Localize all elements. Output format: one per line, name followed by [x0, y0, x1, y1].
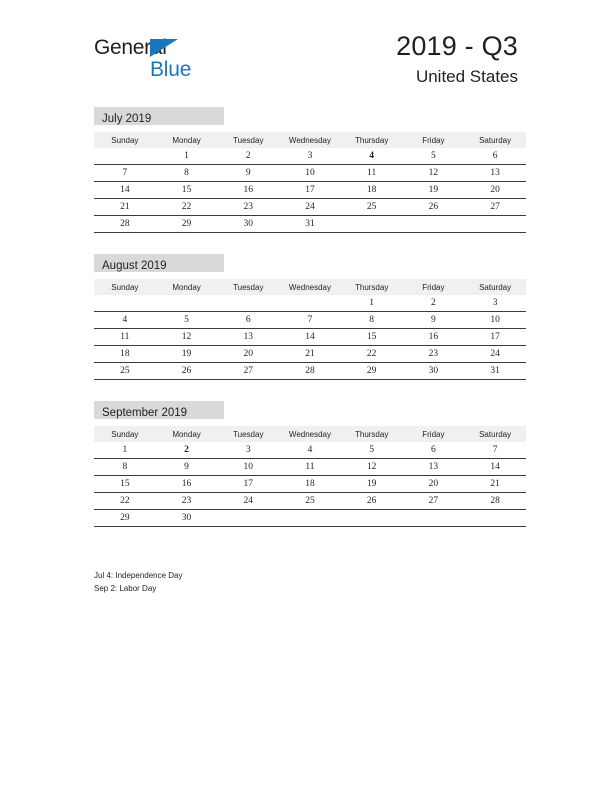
title-block	[396, 30, 518, 88]
day-cell[interactable]: 23	[156, 493, 218, 510]
weekday-header-tuesday: Tuesday	[217, 279, 279, 295]
day-cell[interactable]: 5	[341, 442, 403, 459]
month-block	[94, 401, 526, 527]
day-cell[interactable]: 14	[94, 182, 156, 199]
day-cell-empty	[403, 510, 465, 527]
day-cell-holiday[interactable]: 2	[156, 442, 218, 459]
day-cell[interactable]: 28	[94, 216, 156, 233]
week-row	[94, 476, 526, 493]
month-name: August 2019	[102, 260, 167, 272]
day-cell[interactable]: 4	[94, 312, 156, 329]
weekday-header-row	[94, 132, 526, 148]
day-cell[interactable]: 9	[156, 459, 218, 476]
day-cell[interactable]: 22	[94, 493, 156, 510]
day-cell[interactable]: 29	[156, 216, 218, 233]
month-name-band	[94, 401, 224, 419]
day-cell[interactable]: 3	[464, 295, 526, 312]
day-cell[interactable]: 1	[94, 442, 156, 459]
day-cell[interactable]: 15	[156, 182, 218, 199]
day-cell[interactable]: 24	[464, 346, 526, 363]
day-cell[interactable]: 18	[279, 476, 341, 493]
week-row	[94, 312, 526, 329]
weekday-header-sunday: Sunday	[94, 279, 156, 295]
weekday-header-sunday: Sunday	[94, 132, 156, 148]
week-row	[94, 199, 526, 216]
day-cell[interactable]: 21	[94, 199, 156, 216]
day-cell[interactable]: 28	[464, 493, 526, 510]
day-cell-empty	[217, 510, 279, 527]
day-cell[interactable]: 3	[279, 148, 341, 165]
day-cell[interactable]: 24	[217, 493, 279, 510]
day-cell[interactable]: 30	[156, 510, 218, 527]
day-cell[interactable]: 27	[403, 493, 465, 510]
day-cell[interactable]: 7	[464, 442, 526, 459]
day-cell[interactable]: 20	[464, 182, 526, 199]
day-cell[interactable]: 2	[403, 295, 465, 312]
day-cell[interactable]: 16	[217, 182, 279, 199]
month-calendar-table	[94, 279, 526, 380]
day-cell[interactable]: 27	[464, 199, 526, 216]
weekday-header-tuesday: Tuesday	[217, 426, 279, 442]
day-cell[interactable]: 22	[156, 199, 218, 216]
general-blue-logo	[94, 36, 274, 86]
day-cell[interactable]: 26	[156, 363, 218, 380]
week-row	[94, 165, 526, 182]
day-cell-empty	[94, 148, 156, 165]
weekday-header-friday: Friday	[403, 426, 465, 442]
week-row	[94, 442, 526, 459]
weekday-header-monday: Monday	[156, 132, 218, 148]
weekday-header-saturday: Saturday	[464, 132, 526, 148]
day-cell[interactable]: 17	[464, 329, 526, 346]
day-cell[interactable]: 10	[217, 459, 279, 476]
legend-line: Jul 4: Independence Day	[94, 571, 183, 580]
week-row	[94, 459, 526, 476]
day-cell[interactable]: 19	[341, 476, 403, 493]
day-cell[interactable]: 21	[464, 476, 526, 493]
weekday-header-row	[94, 426, 526, 442]
day-cell[interactable]: 17	[217, 476, 279, 493]
day-cell[interactable]: 16	[403, 329, 465, 346]
day-cell[interactable]: 25	[94, 363, 156, 380]
weekday-header-friday: Friday	[403, 132, 465, 148]
logo-text-blue: Blue	[150, 58, 192, 81]
week-row	[94, 216, 526, 233]
day-cell[interactable]: 18	[341, 182, 403, 199]
day-cell[interactable]: 25	[279, 493, 341, 510]
day-cell-empty	[217, 295, 279, 312]
logo-bottom-row	[94, 59, 274, 83]
day-cell[interactable]: 12	[403, 165, 465, 182]
day-cell[interactable]: 20	[403, 476, 465, 493]
logo-top-row	[94, 36, 274, 60]
day-cell[interactable]: 5	[403, 148, 465, 165]
weekday-header-monday: Monday	[156, 279, 218, 295]
day-cell-empty	[464, 216, 526, 233]
day-cell[interactable]: 12	[341, 459, 403, 476]
week-row	[94, 329, 526, 346]
day-cell[interactable]: 29	[341, 363, 403, 380]
day-cell[interactable]: 15	[94, 476, 156, 493]
day-cell[interactable]: 8	[94, 459, 156, 476]
day-cell-empty	[341, 510, 403, 527]
month-name-band	[94, 254, 224, 272]
week-row	[94, 346, 526, 363]
day-cell[interactable]: 10	[464, 312, 526, 329]
day-cell[interactable]: 6	[217, 312, 279, 329]
weekday-header-thursday: Thursday	[341, 132, 403, 148]
day-cell[interactable]: 30	[403, 363, 465, 380]
weekday-header-row	[94, 279, 526, 295]
month-name: September 2019	[102, 407, 188, 419]
day-cell[interactable]: 7	[279, 312, 341, 329]
day-cell[interactable]: 11	[341, 165, 403, 182]
day-cell[interactable]: 17	[279, 182, 341, 199]
month-block	[94, 107, 526, 233]
month-calendar-table	[94, 426, 526, 527]
legend-line: Sep 2: Labor Day	[94, 584, 157, 593]
weekday-header-friday: Friday	[403, 279, 465, 295]
day-cell[interactable]: 23	[217, 199, 279, 216]
day-cell[interactable]: 30	[217, 216, 279, 233]
day-cell[interactable]: 24	[279, 199, 341, 216]
day-cell[interactable]: 3	[217, 442, 279, 459]
day-cell[interactable]: 7	[94, 165, 156, 182]
day-cell-empty	[341, 216, 403, 233]
day-cell[interactable]: 31	[464, 363, 526, 380]
day-cell-holiday[interactable]: 4	[341, 148, 403, 165]
day-cell[interactable]: 25	[341, 199, 403, 216]
months-container	[94, 107, 526, 548]
day-cell[interactable]: 13	[403, 459, 465, 476]
weekday-header-tuesday: Tuesday	[217, 132, 279, 148]
day-cell[interactable]: 6	[464, 148, 526, 165]
day-cell[interactable]: 13	[464, 165, 526, 182]
month-name: July 2019	[102, 113, 152, 125]
day-cell[interactable]: 19	[403, 182, 465, 199]
day-cell-empty	[464, 510, 526, 527]
day-cell[interactable]: 11	[94, 329, 156, 346]
day-cell[interactable]: 8	[341, 312, 403, 329]
day-cell[interactable]: 26	[403, 199, 465, 216]
day-cell[interactable]: 15	[341, 329, 403, 346]
day-cell-empty	[279, 295, 341, 312]
day-cell[interactable]: 9	[403, 312, 465, 329]
weekday-header-wednesday: Wednesday	[279, 426, 341, 442]
day-cell[interactable]: 29	[94, 510, 156, 527]
weekday-header-sunday: Sunday	[94, 426, 156, 442]
day-cell[interactable]: 14	[464, 459, 526, 476]
day-cell[interactable]: 28	[279, 363, 341, 380]
page-subtitle: United States	[415, 67, 518, 86]
day-cell[interactable]: 1	[156, 148, 218, 165]
page-title: 2019 - Q3	[396, 31, 518, 61]
weekday-header-saturday: Saturday	[464, 279, 526, 295]
day-cell[interactable]: 10	[279, 165, 341, 182]
weekday-header-monday: Monday	[156, 426, 218, 442]
weekday-header-thursday: Thursday	[341, 279, 403, 295]
day-cell[interactable]: 13	[217, 329, 279, 346]
day-cell[interactable]: 9	[217, 165, 279, 182]
day-cell[interactable]: 22	[341, 346, 403, 363]
day-cell[interactable]: 31	[279, 216, 341, 233]
week-row	[94, 182, 526, 199]
month-calendar-table	[94, 132, 526, 233]
week-row	[94, 295, 526, 312]
weekday-header-thursday: Thursday	[341, 426, 403, 442]
day-cell[interactable]: 11	[279, 459, 341, 476]
weekday-header-wednesday: Wednesday	[279, 279, 341, 295]
day-cell[interactable]: 18	[94, 346, 156, 363]
week-row	[94, 363, 526, 380]
day-cell[interactable]: 1	[341, 295, 403, 312]
day-cell[interactable]: 2	[217, 148, 279, 165]
weekday-header-wednesday: Wednesday	[279, 132, 341, 148]
day-cell-empty	[403, 216, 465, 233]
day-cell[interactable]: 4	[279, 442, 341, 459]
week-row	[94, 148, 526, 165]
week-row	[94, 510, 526, 527]
day-cell[interactable]: 20	[217, 346, 279, 363]
weekday-header-saturday: Saturday	[464, 426, 526, 442]
day-cell[interactable]: 6	[403, 442, 465, 459]
logo-triangle-icon	[150, 39, 178, 57]
day-cell-empty	[156, 295, 218, 312]
month-block	[94, 254, 526, 380]
day-cell[interactable]: 26	[341, 493, 403, 510]
holiday-legend	[94, 569, 494, 595]
logo-text-general: General	[94, 36, 167, 59]
day-cell[interactable]: 14	[279, 329, 341, 346]
day-cell[interactable]: 21	[279, 346, 341, 363]
day-cell-empty	[94, 295, 156, 312]
day-cell[interactable]: 8	[156, 165, 218, 182]
day-cell[interactable]: 12	[156, 329, 218, 346]
day-cell[interactable]: 23	[403, 346, 465, 363]
week-row	[94, 493, 526, 510]
page-header	[0, 0, 612, 96]
day-cell[interactable]: 19	[156, 346, 218, 363]
day-cell-empty	[279, 510, 341, 527]
day-cell[interactable]: 16	[156, 476, 218, 493]
day-cell[interactable]: 27	[217, 363, 279, 380]
day-cell[interactable]: 5	[156, 312, 218, 329]
month-name-band	[94, 107, 224, 125]
